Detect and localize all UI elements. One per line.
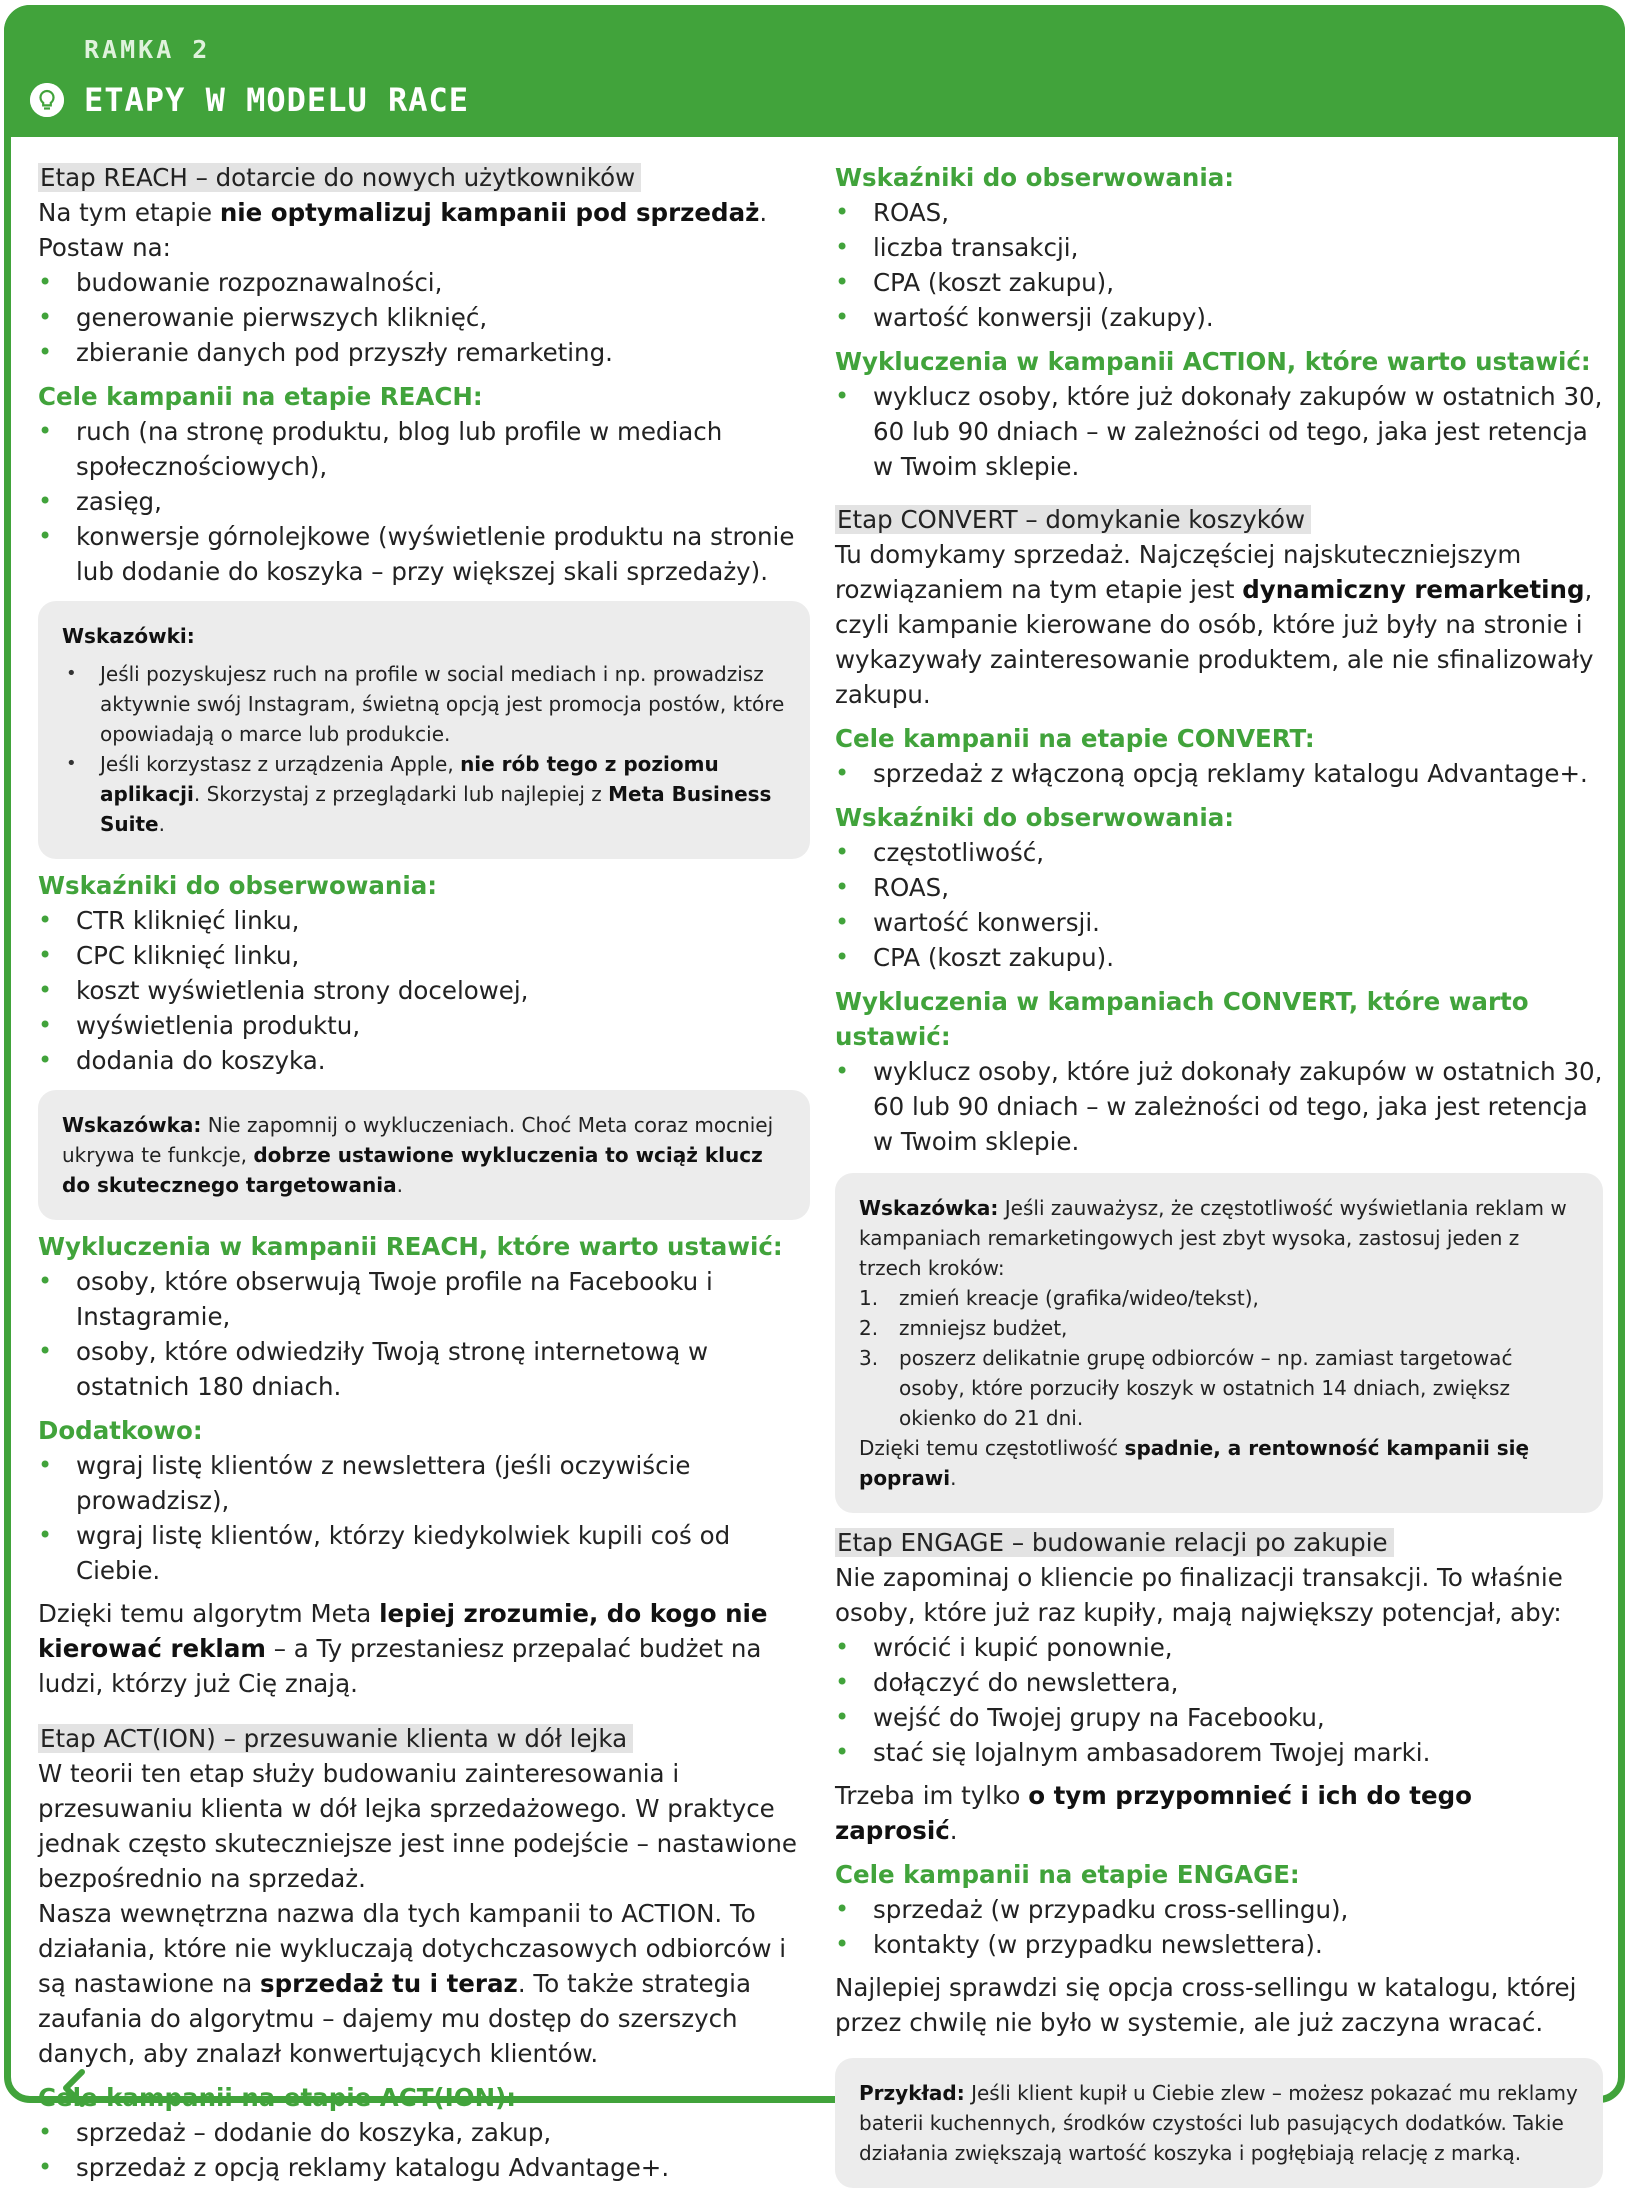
reach-intro: Na tym etapie nie optymalizuj kampanii pod sprzedaż. Postaw na:: [38, 198, 768, 262]
action-metrics-list: [835, 195, 1603, 335]
tips-title: Wskazówki:: [62, 624, 195, 648]
list-item: • dodania do koszyka.: [38, 1043, 810, 1078]
extra-list: [38, 1448, 810, 1588]
list-item: • osoby, które odwiedziły Twoją stronę internetową w ostatnich 180 dniach.: [38, 1334, 810, 1404]
box-header: [4, 5, 1625, 137]
list-item: • konwersje górnolejkowe (wyświetlenie produktu na stronie lub dodanie do koszyka – przy większej skali sprzedaży).: [38, 519, 810, 589]
engage-closing: Najlepiej sprawdzi się opcja cross-sellingu w katalogu, której przez chwilę nie było w systemie, ale już zaczyna wracać.: [835, 1973, 1577, 2037]
action-metrics-heading: Wskaźniki do obserwowania:: [835, 163, 1235, 192]
frequency-steps: [859, 1283, 1579, 1433]
list-item: 3. poszerz delikatnie grupę odbiorców – np. zamiast targetować osoby, które porzuciły koszyk w ostatnich 14 dniach, zwiększ okienko do 21 dni.: [859, 1346, 1513, 1430]
box-kicker: RAMKA 2: [84, 35, 211, 64]
engage-intro: Nie zapominaj o kliencie po finalizacji transakcji. To właśnie osoby, które już raz kupiły, mają największy potencjał, aby:: [835, 1563, 1563, 1627]
reach-metrics-heading: Wskaźniki do obserwowania:: [38, 871, 438, 900]
stage-title-action: Etap ACT(ION) – przesuwanie klienta w dół lejka: [38, 1724, 633, 1753]
action-goals-list: [38, 2115, 810, 2185]
list-item: • zasięg,: [38, 484, 810, 519]
list-item: • sprzedaż z włączoną opcją reklamy katalogu Advantage+.: [835, 756, 1603, 791]
list-item: • sprzedaż z opcją reklamy katalogu Advantage+.: [38, 2150, 810, 2185]
list-item: • liczba transakcji,: [835, 230, 1603, 265]
list-item: • wejść do Twojej grupy na Facebooku,: [835, 1700, 1603, 1735]
convert-goals-list: [835, 756, 1603, 791]
list-item: 1. zmień kreacje (grafika/wideo/tekst),: [859, 1286, 1259, 1310]
list-item: • wgraj listę klientów z newslettera (jeśli oczywiście prowadzisz),: [38, 1448, 810, 1518]
stage-title-convert: Etap CONVERT – domykanie koszyków: [835, 505, 1311, 534]
list-item: • wartość konwersji.: [835, 905, 1603, 940]
list-item: • koszt wyświetlenia strony docelowej,: [38, 973, 810, 1008]
engage-list: [835, 1630, 1603, 1770]
list-item: • dołączyć do newslettera,: [835, 1665, 1603, 1700]
list-item: • CPC kliknięć linku,: [38, 938, 810, 973]
convert-metrics-list: [835, 835, 1603, 975]
engage-remind: Trzeba im tylko o tym przypomnieć i ich do tego zaprosić.: [835, 1781, 1472, 1845]
tips-box: [38, 601, 810, 859]
back-arrow-icon: [56, 2066, 106, 2110]
reach-focus-list: [38, 265, 810, 370]
tip-item: • Jeśli pozyskujesz ruch na profile w social mediach i np. prowadzisz aktywnie swój Instagram, świetną opcją jest promocja postów, które opowiadają o marce lub produkcie.: [62, 659, 786, 749]
left-column: [38, 160, 810, 2185]
convert-goals-heading: Cele kampanii na etapie CONVERT:: [835, 724, 1315, 753]
reach-exclusions-heading: Wykluczenia w kampanii REACH, które warto ustawić:: [38, 1232, 783, 1261]
convert-exclusions-list: [835, 1054, 1603, 1159]
list-item: • ROAS,: [835, 870, 1603, 905]
action-para-1: W teorii ten etap służy budowaniu zainteresowania i przesuwaniu klienta w dół lejka sprzedażowego. W praktyce jednak często skuteczniejsze jest inne podejście – nastawione bezpośrednio na sprzedaż.: [38, 1759, 797, 1893]
reach-exclusions-list: [38, 1264, 810, 1404]
extra-heading: Dodatkowo:: [38, 1416, 203, 1445]
convert-exclusions-heading: Wykluczenia w kampaniach CONVERT, które warto ustawić:: [835, 987, 1529, 1051]
tip-box-frequency: Wskazówka: Jeśli zauważysz, że częstotliwość wyświetlania reklam w kampaniach remarketingowych jest zbyt wysoka, zastosuj jeden z trzech kroków: 1. zmień kreacje (grafika/wideo/tekst), 2. zmniejsz budżet, 3. poszerz delikatnie grupę odbiorców – np. zamiast targetować osoby, które porzuciły koszyk w ostatnich 14 dniach, zwiększ okienko do 21 dni. Dzięki temu częstotliwość spadnie, a rentowność kampanii się poprawi.: [835, 1173, 1603, 1513]
list-item: • sprzedaż – dodanie do koszyka, zakup,: [38, 2115, 810, 2150]
list-item: • CTR kliknięć linku,: [38, 903, 810, 938]
list-item: • sprzedaż (w przypadku cross-sellingu),: [835, 1892, 1603, 1927]
list-item: • wyklucz osoby, które już dokonały zakupów w ostatnich 30, 60 lub 90 dniach – w zależności od tego, jaka jest retencja w Twoim sklepie.: [835, 379, 1603, 484]
lightbulb-icon: [30, 83, 64, 117]
list-item: • osoby, które obserwują Twoje profile na Facebooku i Instagramie,: [38, 1264, 810, 1334]
reach-metrics-list: [38, 903, 810, 1078]
list-item: • wyklucz osoby, które już dokonały zakupów w ostatnich 30, 60 lub 90 dniach – w zależności od tego, jaka jest retencja w Twoim sklepie.: [835, 1054, 1603, 1159]
reach-summary: Dzięki temu algorytm Meta lepiej zrozumie, do kogo nie kierować reklam – a Ty przestaniesz przepalać budżet na ludzi, którzy już Cię znają.: [38, 1599, 768, 1698]
list-item: • wyświetlenia produktu,: [38, 1008, 810, 1043]
stage-title-reach: Etap REACH – dotarcie do nowych użytkowników: [38, 163, 641, 192]
list-item: • stać się lojalnym ambasadorem Twojej marki.: [835, 1735, 1603, 1770]
convert-metrics-heading: Wskaźniki do obserwowania:: [835, 803, 1235, 832]
right-column: [835, 160, 1603, 2196]
stage-title-engage: Etap ENGAGE – budowanie relacji po zakupie: [835, 1528, 1394, 1557]
engage-goals-heading: Cele kampanii na etapie ENGAGE:: [835, 1860, 1300, 1889]
reach-goals-heading: Cele kampanii na etapie REACH:: [38, 382, 483, 411]
list-item: • kontakty (w przypadku newslettera).: [835, 1927, 1603, 1962]
list-item: • wrócić i kupić ponownie,: [835, 1630, 1603, 1665]
convert-intro: Tu domykamy sprzedaż. Najczęściej najskuteczniejszym rozwiązaniem na tym etapie jest dynamiczny remarketing, czyli kampanie kierowane do osób, które już były na stronie i wykazywały zainteresowanie produktem, ale nie sfinalizowały zakupu.: [835, 540, 1594, 709]
list-item: • zbieranie danych pod przyszły remarketing.: [38, 335, 810, 370]
list-item: • budowanie rozpoznawalności,: [38, 265, 810, 300]
tip-box-exclusions: Wskazówka: Nie zapomnij o wykluczeniach. Choć Meta coraz mocniej ukrywa te funkcje, dobrze ustawione wykluczenia to wciąż klucz do skutecznego targetowania.: [38, 1090, 810, 1220]
list-item: • ROAS,: [835, 195, 1603, 230]
list-item: • CPA (koszt zakupu),: [835, 265, 1603, 300]
action-exclusions-list: [835, 379, 1603, 484]
action-para-2: Nasza wewnętrzna nazwa dla tych kampanii to ACTION. To działania, które nie wykluczają dotychczasowych odbiorców i są nastawione na sprzedaż tu i teraz. To także strategia zaufania do algorytmu – dajemy mu dostęp do szerszych danych, aby znalazł konwertujących klientów.: [38, 1899, 787, 2068]
list-item: 2. zmniejsz budżet,: [859, 1316, 1068, 1340]
box-title: ETAPY W MODELU RACE: [84, 81, 470, 119]
list-item: • wgraj listę klientów, którzy kiedykolwiek kupili coś od Ciebie.: [38, 1518, 810, 1588]
tip-item: • Jeśli korzystasz z urządzenia Apple, nie rób tego z poziomu aplikacji. Skorzystaj z przeglądarki lub najlepiej z Meta Business Suite.: [62, 749, 786, 839]
reach-goals-list: [38, 414, 810, 589]
list-item: • ruch (na stronę produktu, blog lub profile w mediach społecznościowych),: [38, 414, 810, 484]
action-exclusions-heading: Wykluczenia w kampanii ACTION, które warto ustawić:: [835, 347, 1591, 376]
engage-goals-list: [835, 1892, 1603, 1962]
list-item: • wartość konwersji (zakupy).: [835, 300, 1603, 335]
example-box: Przykład: Jeśli klient kupił u Ciebie zlew – możesz pokazać mu reklamy baterii kuchennych, środków czystości lub pasujących dodatków. Takie działania zwiększają wartość koszyka i pogłębiają relację z marką.: [835, 2058, 1603, 2188]
list-item: • generowanie pierwszych kliknięć,: [38, 300, 810, 335]
list-item: • częstotliwość,: [835, 835, 1603, 870]
list-item: • CPA (koszt zakupu).: [835, 940, 1603, 975]
action-goals-heading: Cele kampanii na etapie ACT(ION):: [38, 2083, 517, 2112]
